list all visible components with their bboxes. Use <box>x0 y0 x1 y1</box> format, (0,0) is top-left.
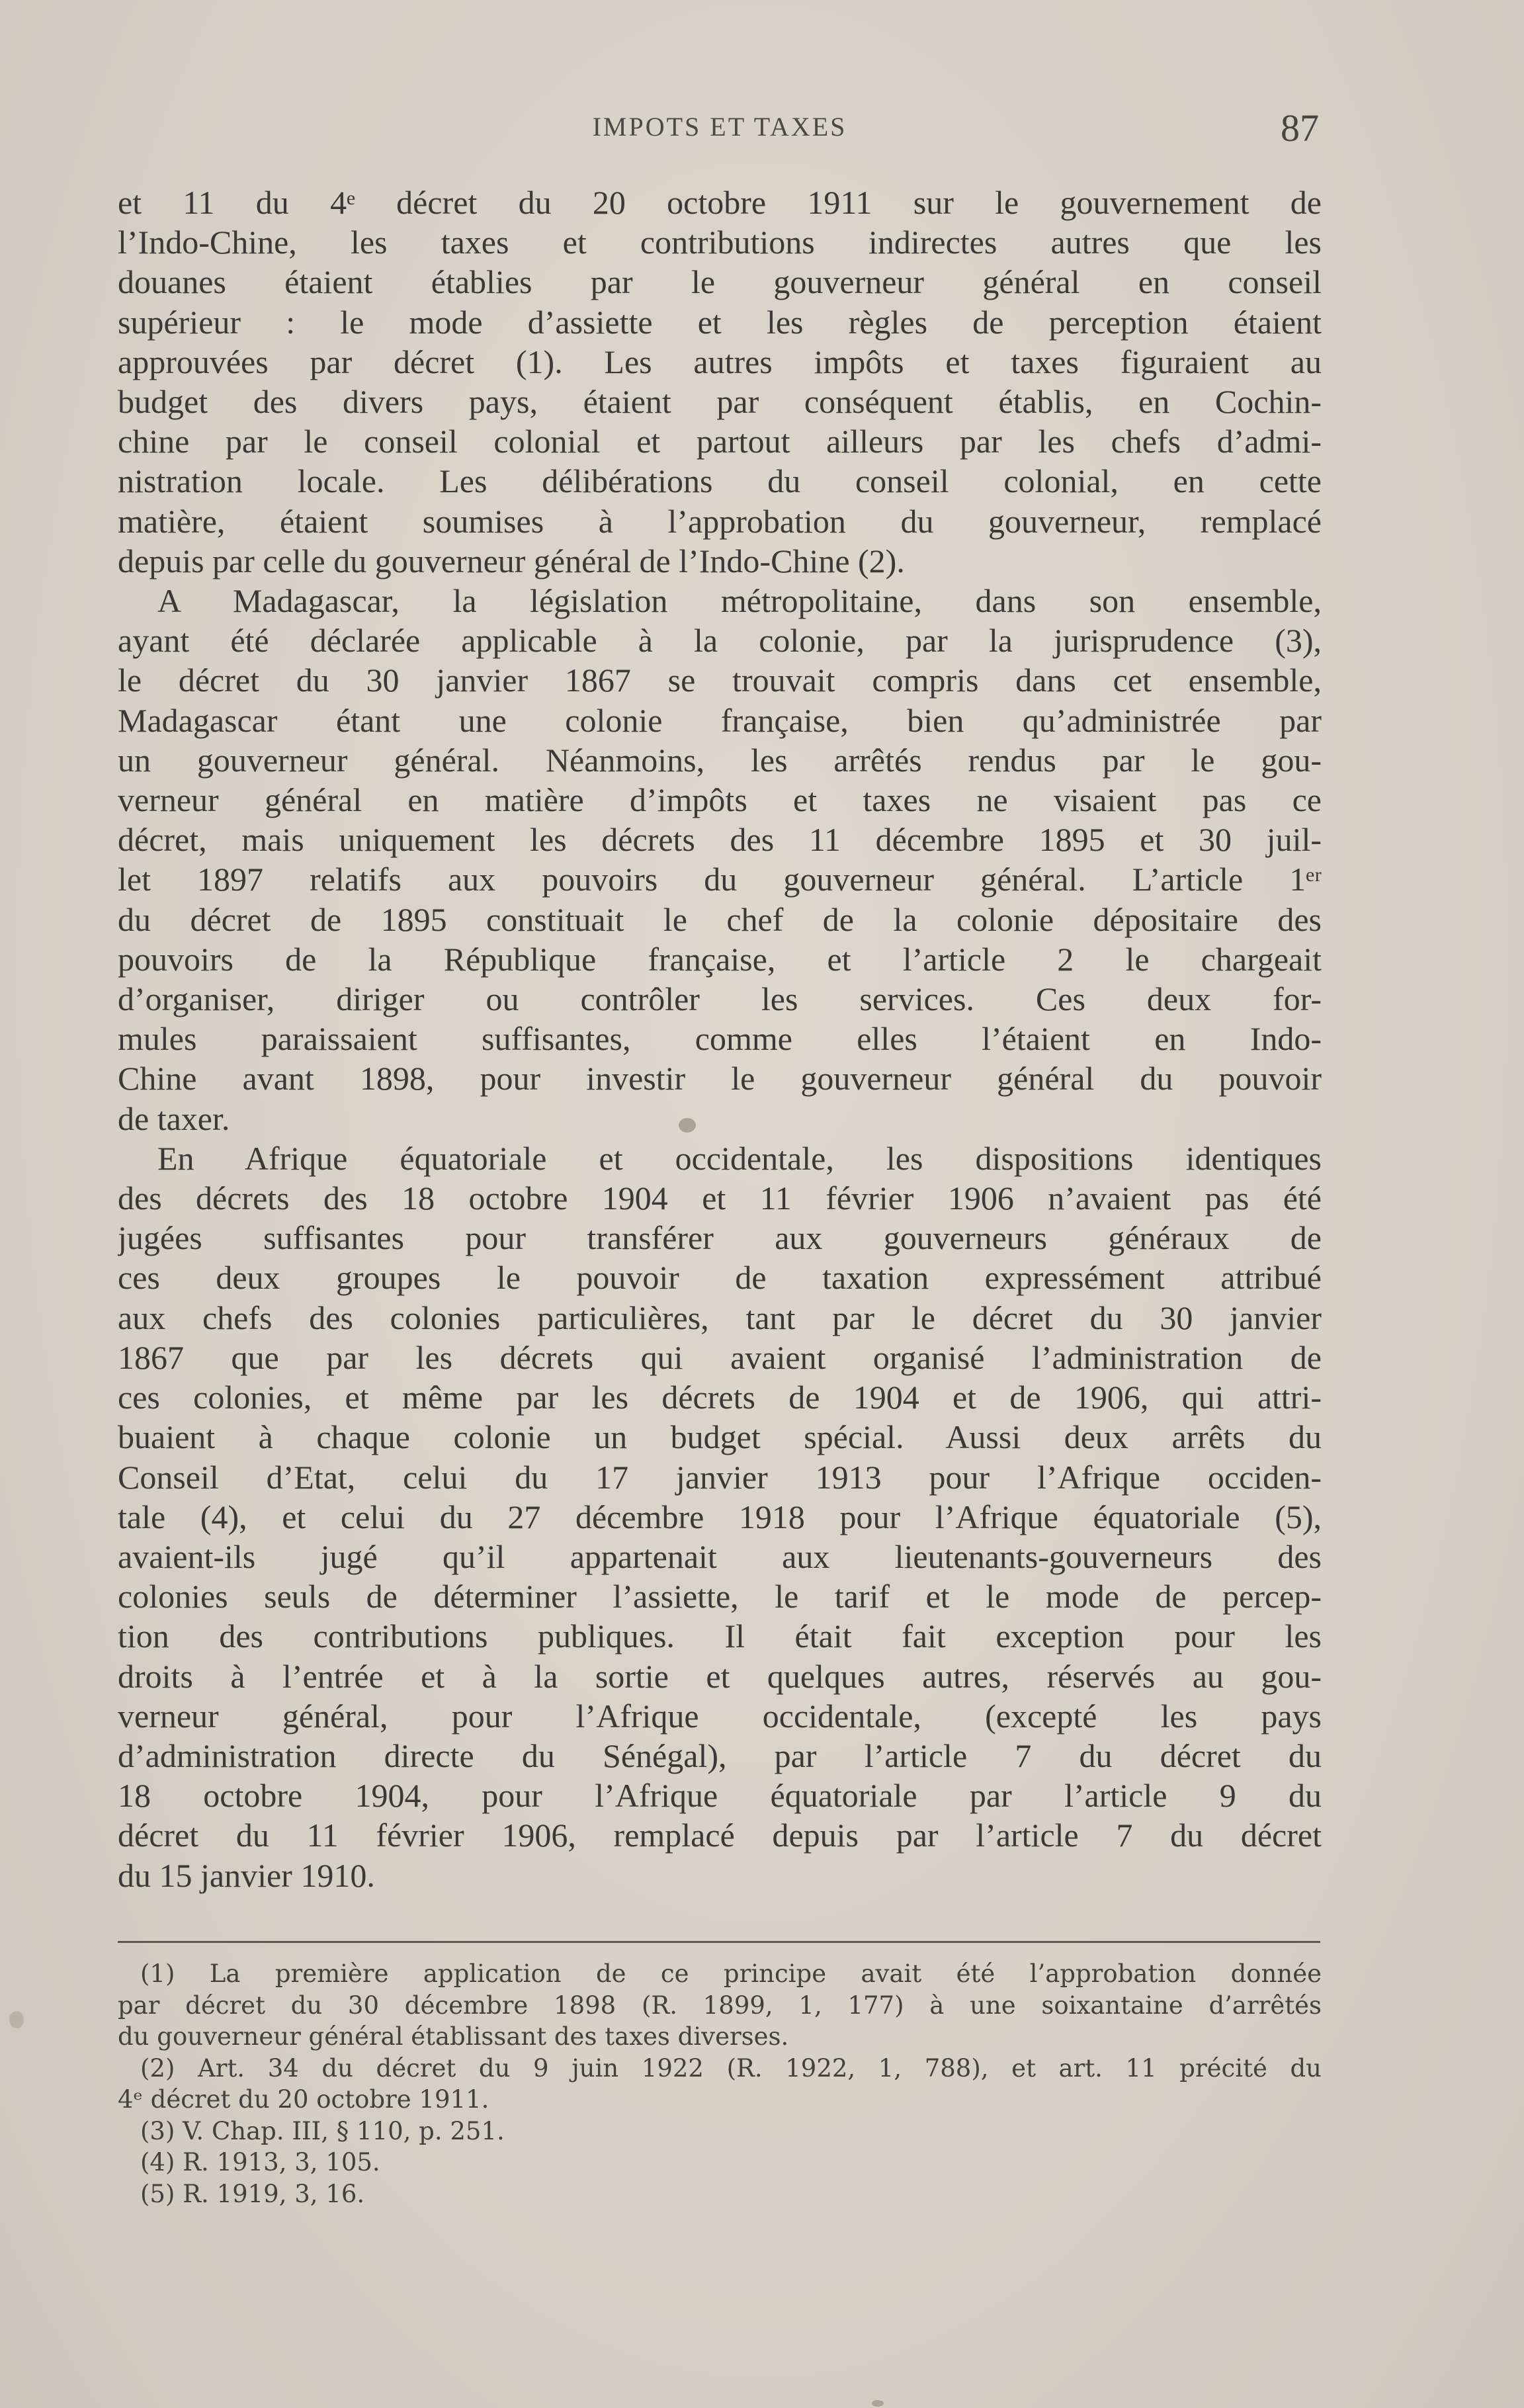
footnote-line: (2) Art. 34 du décret du 9 juin 1922 (R. 1922, 1, 788), et art. 11 précité du <box>140 2053 1322 2083</box>
text-line: budget des divers pays, étaient par conséquent établis, en Cochin- <box>118 383 1322 421</box>
text-line: droits à l’entrée et à la sortie et quelques autres, réservés au gou- <box>118 1657 1322 1695</box>
text-line: l’Indo-Chine, les taxes et contributions indirectes autres que les <box>118 224 1322 261</box>
text-line: Madagascar étant une colonie française, bien qu’administrée par <box>118 701 1322 739</box>
page-number: 87 <box>1281 107 1319 150</box>
paper-speck <box>679 1118 696 1133</box>
text-line: avaient-ils jugé qu’il appartenait aux lieutenants-gouverneurs des <box>118 1537 1322 1575</box>
text-line: du 15 janvier 1910. <box>118 1856 375 1894</box>
paragraph-indochina <box>118 183 1322 581</box>
text-line: chine par le conseil colonial et partout ailleurs par les chefs d’admi- <box>118 423 1322 460</box>
paper-speck <box>872 2400 884 2407</box>
text-line: supérieur : le mode d’assiette et les règles de perception étaient <box>118 303 1322 341</box>
footnote-line: (4) R. 1913, 3, 105. <box>140 2148 380 2176</box>
text-line: décret, mais uniquement les décrets des 11 décembre 1895 et 30 juil- <box>118 821 1322 859</box>
text-line: depuis par celle du gouverneur général de l’Indo-Chine (2). <box>118 542 905 580</box>
footnote-line: par décret du 30 décembre 1898 (R. 1899, 1, 177) à une soixantaine d’arrêtés <box>118 1991 1322 2020</box>
footnote-line: (1) La première application de ce principe avait été l’approbation donnée <box>140 1959 1322 1988</box>
footnote-3 <box>118 2116 1322 2147</box>
text-line: verneur général en matière d’impôts et taxes ne visaient pas ce <box>118 781 1322 819</box>
text-line: le décret du 30 janvier 1867 se trouvait compris dans cet ensemble, <box>118 662 1322 699</box>
text-line: Chine avant 1898, pour investir le gouverneur général du pouvoir <box>118 1060 1322 1097</box>
text-line: des décrets des 18 octobre 1904 et 11 février 1906 n’avaient pas été <box>118 1180 1322 1217</box>
text-line: et 11 du 4ᵉ décret du 20 octobre 1911 sur le gouvernement de <box>118 184 1322 221</box>
text-line: Conseil d’Etat, celui du 17 janvier 1913 pour l’Afrique occiden- <box>118 1458 1322 1496</box>
footnote-1 <box>118 1958 1322 2053</box>
text-line: verneur général, pour l’Afrique occidentale, (excepté les pays <box>118 1697 1322 1735</box>
footnote-2 <box>118 2053 1322 2116</box>
footnote-5 <box>118 2178 1322 2210</box>
footnote-line: du gouverneur général établissant des taxes diverses. <box>118 2022 789 2051</box>
text-line: matière, étaient soumises à l’approbation du gouverneur, remplacé <box>118 502 1322 540</box>
text-line: d’organiser, diriger ou contrôler les services. Ces deux for- <box>118 980 1322 1018</box>
text-line: colonies seuls de déterminer l’assiette, le tarif et le mode de percep- <box>118 1578 1322 1615</box>
paragraph-madagascar <box>118 581 1322 1139</box>
text-line: du décret de 1895 constituait le chef de la colonie dépositaire des <box>118 900 1322 938</box>
footnote-line: 4ᵉ décret du 20 octobre 1911. <box>118 2085 489 2114</box>
text-line: décret du 11 février 1906, remplacé depuis par l’article 7 du décret <box>118 1817 1322 1854</box>
text-line: d’administration directe du Sénégal), par l’article 7 du décret du <box>118 1737 1322 1774</box>
text-line: de taxer. <box>118 1099 230 1137</box>
running-title: IMPOTS ET TAXES <box>592 112 847 142</box>
body-text <box>118 183 1322 1895</box>
text-line: pouvoirs de la République française, et l’article 2 le chargeait <box>118 940 1322 978</box>
paragraph-afrique <box>118 1139 1322 1895</box>
text-line: ces colonies, et même par les décrets de 1904 et de 1906, qui attri- <box>118 1379 1322 1416</box>
footnote-4 <box>118 2147 1322 2178</box>
footnote-line: (5) R. 1919, 3, 16. <box>140 2179 365 2208</box>
text-line: mules paraissaient suffisantes, comme elles l’étaient en Indo- <box>118 1020 1322 1058</box>
text-line: douanes étaient établies par le gouverneur général en conseil <box>118 263 1322 301</box>
text-line: 1867 que par les décrets qui avaient organisé l’administration de <box>118 1338 1322 1376</box>
text-line: ayant été déclarée applicable à la colonie, par la jurisprudence (3), <box>118 622 1322 660</box>
text-line: nistration locale. Les délibérations du conseil colonial, en cette <box>118 462 1322 500</box>
text-line: buaient à chaque colonie un budget spécial. Aussi deux arrêts du <box>118 1418 1322 1456</box>
text-line: En Afrique équatoriale et occidentale, les dispositions identiques <box>157 1139 1322 1177</box>
text-line: ces deux groupes le pouvoir de taxation expressément attribué <box>118 1259 1322 1297</box>
footnotes <box>118 1958 1322 2210</box>
text-line: let 1897 relatifs aux pouvoirs du gouverneur général. L’article 1ᵉʳ <box>118 861 1322 898</box>
text-line: approuvées par décret (1). Les autres impôts et taxes figuraient au <box>118 343 1322 380</box>
paper-speck <box>9 2011 24 2028</box>
text-line: A Madagascar, la législation métropolitaine, dans son ensemble, <box>157 582 1322 620</box>
page-header <box>118 107 1322 164</box>
text-line: 18 octobre 1904, pour l’Afrique équatoriale par l’article 9 du <box>118 1777 1322 1815</box>
text-line: jugées suffisantes pour transférer aux gouverneurs généraux de <box>118 1219 1322 1257</box>
text-line: un gouverneur général. Néanmoins, les arrêtés rendus par le gou- <box>118 741 1322 779</box>
footnote-line: (3) V. Chap. III, § 110, p. 251. <box>140 2116 505 2145</box>
footnote-divider <box>118 1941 1320 1943</box>
text-line: aux chefs des colonies particulières, tant par le décret du 30 janvier <box>118 1299 1322 1336</box>
text-line: tion des contributions publiques. Il était fait exception pour les <box>118 1617 1322 1655</box>
text-line: tale (4), et celui du 27 décembre 1918 pour l’Afrique équatoriale (5), <box>118 1498 1322 1535</box>
